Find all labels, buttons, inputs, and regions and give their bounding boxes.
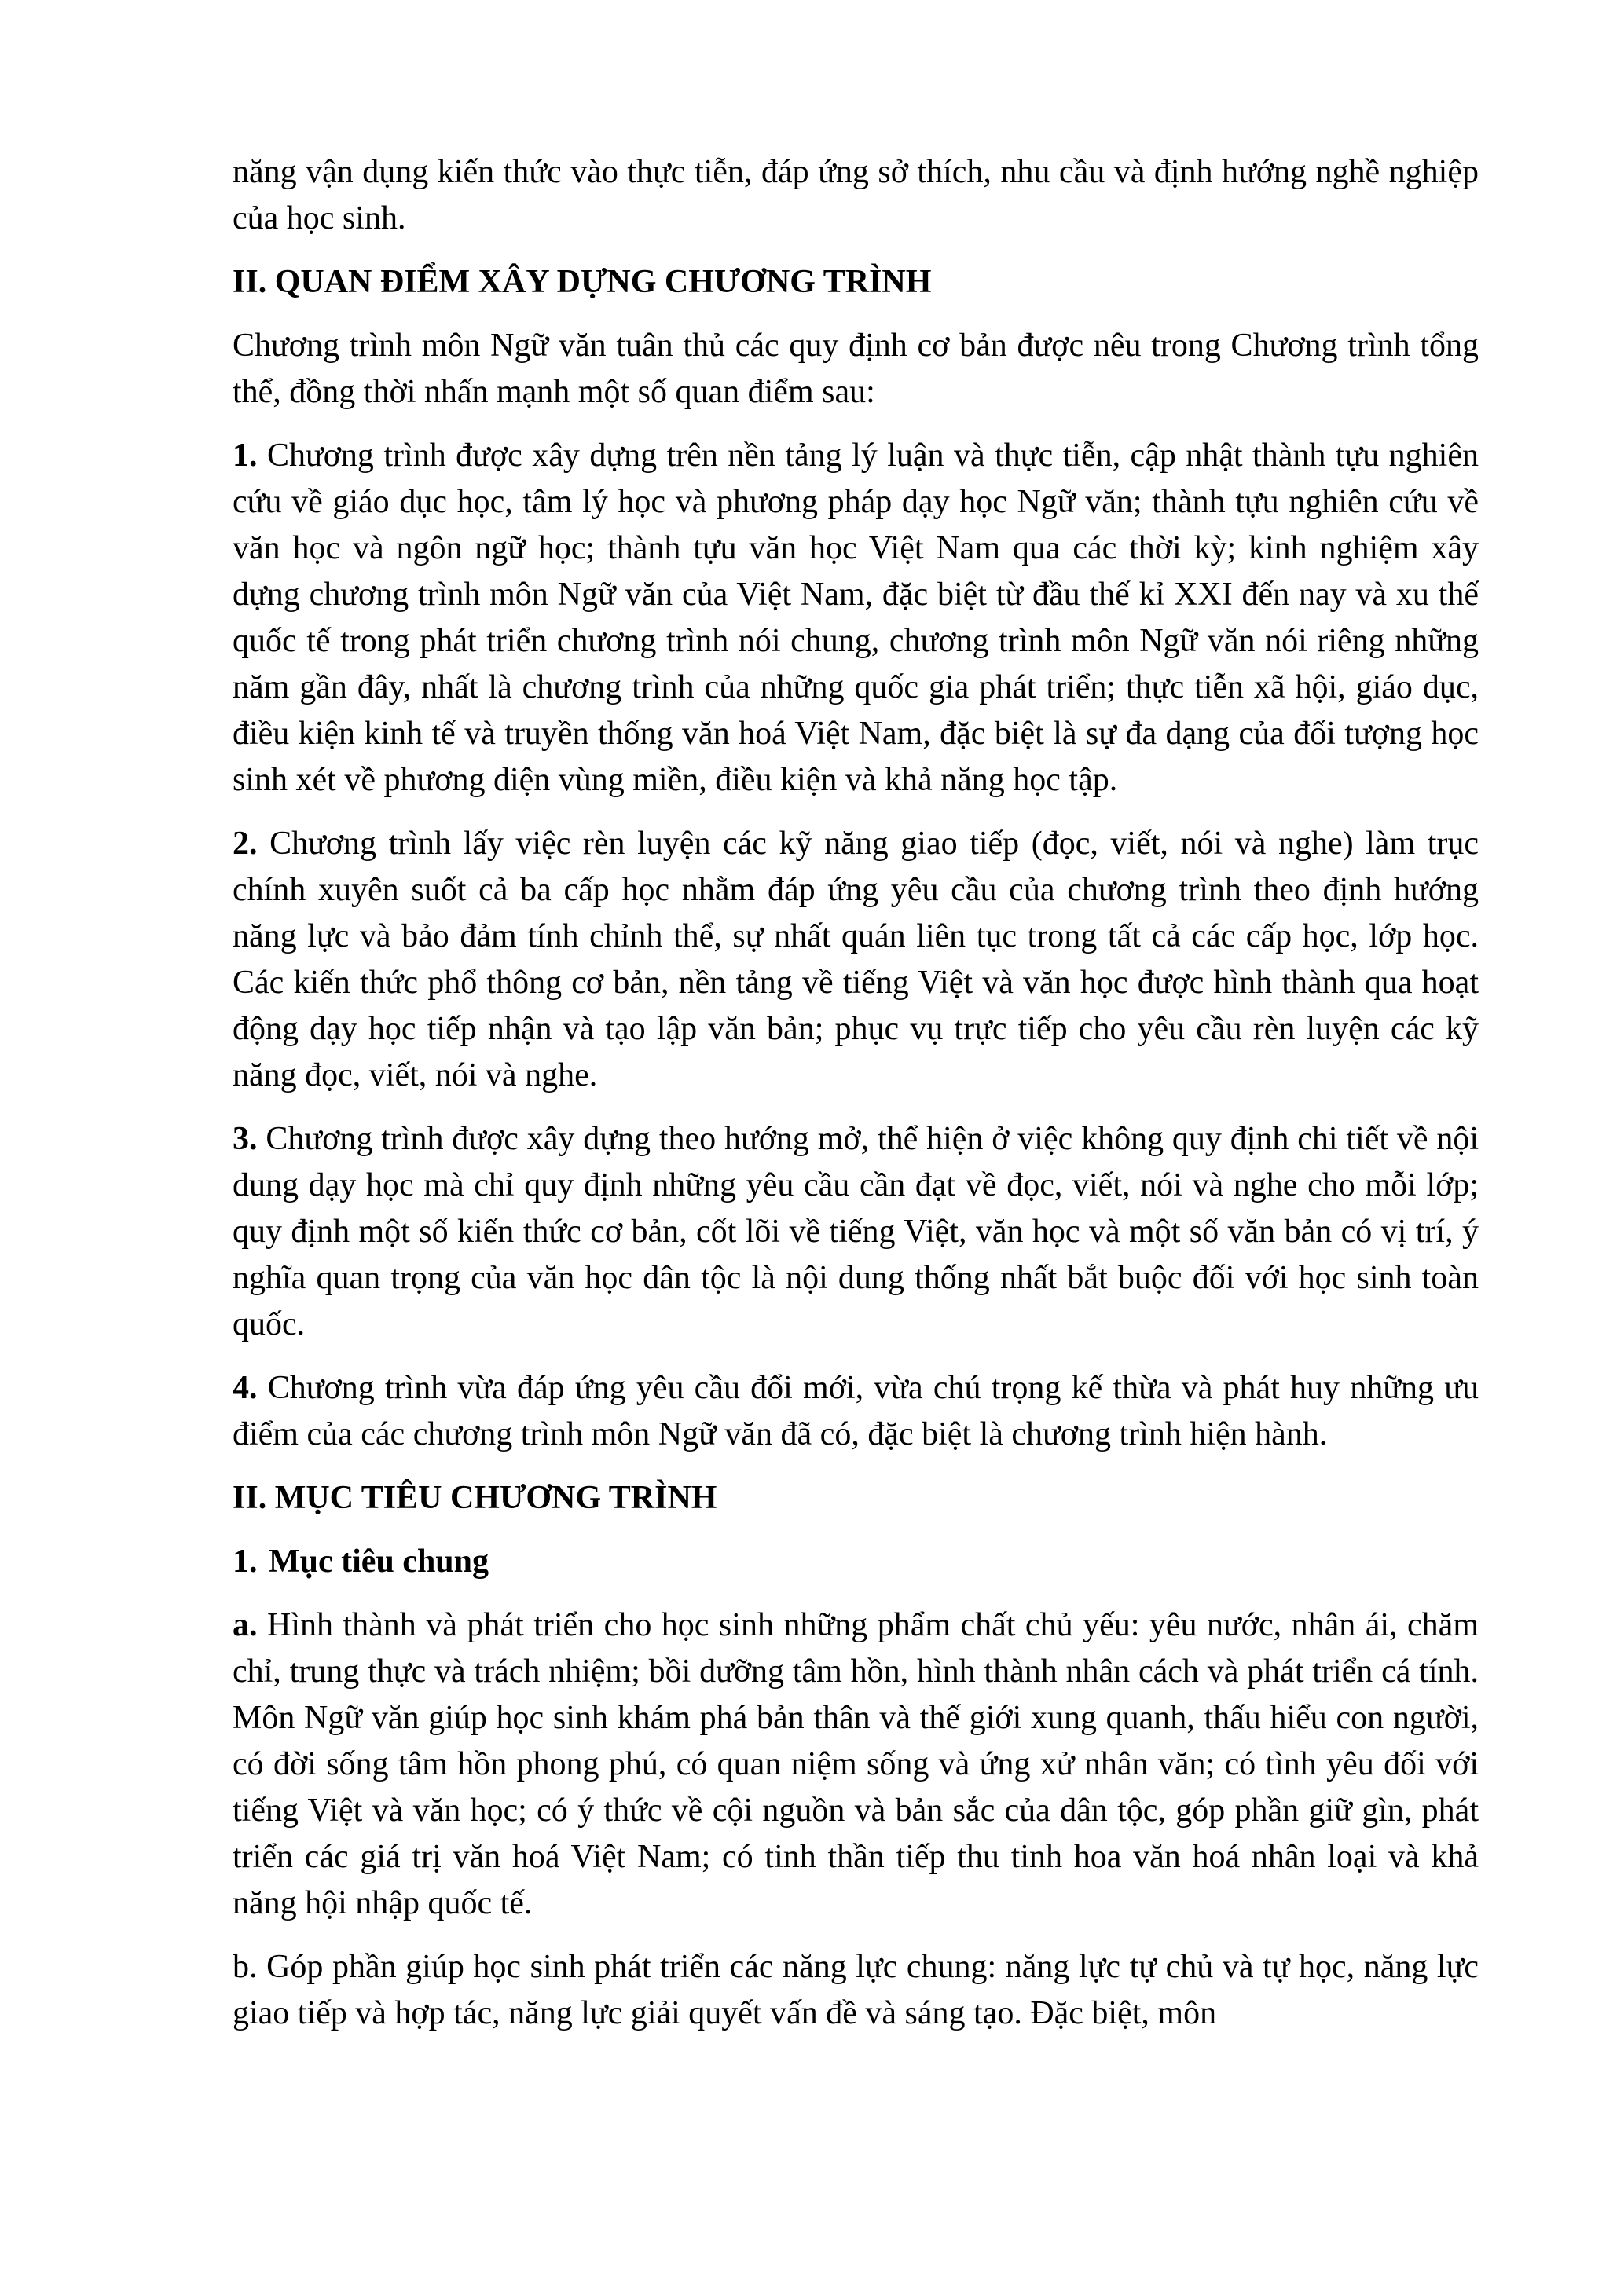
viewpoint-2-text: Chương trình lấy việc rèn luyện các kỹ năng giao tiếp (đọc, viết, nói và nghe) làm trục chính xuyên suốt cả ba cấp học nhằm đáp ứng yêu cầu của chương trình theo định hướng năng lực và bảo đảm tính chỉnh thể, sự nhất quán liên tục trong tất cả các cấp học, lớp học. Các kiến thức phổ thông cơ bản, nền tảng về tiếng Việt và văn học được hình thành qua hoạt động dạy học tiếp nhận và tạo lập văn bản; phục vụ trực tiếp cho yêu cầu rèn luyện các kỹ năng đọc, viết, nói và nghe. bbox=[233, 826, 1479, 1093]
section-intro-paragraph: Chương trình môn Ngữ văn tuân thủ các quy định cơ bản được nêu trong Chương trình tổng thể, đồng thời nhấn mạnh một số quan điểm sau: bbox=[233, 328, 1479, 410]
section-heading-viewpoints: II. QUAN ĐIỂM XÂY DỰNG CHƯƠNG TRÌNH bbox=[233, 264, 932, 300]
viewpoint-1-text: Chương trình được xây dựng trên nền tảng lý luận và thực tiễn, cập nhật thành tựu nghiên cứu về giáo dục học, tâm lý học và phương pháp dạy học Ngữ văn; thành tựu nghiên cứu về văn học và ngôn ngữ học; thành tựu văn học Việt Nam qua các thời kỳ; kinh nghiệm xây dựng chương trình môn Ngữ văn của Việt Nam, đặc biệt từ đầu thế kỉ XXI đến nay và xu thế quốc tế trong phát triển chương trình nói chung, chương trình môn Ngữ văn nói riêng những năm gần đây, nhất là chương trình của những quốc gia phát triển; thực tiễn xã hội, giáo dục, điều kiện kinh tế và truyền thống văn hoá Việt Nam, đặc biệt là sự đa dạng của đối tượng học sinh xét về phương diện vùng miền, điều kiện và khả năng học tập. bbox=[233, 438, 1479, 798]
viewpoint-4-text: Chương trình vừa đáp ứng yêu cầu đổi mới, vừa chú trọng kế thừa và phát huy những ưu điểm của các chương trình môn Ngữ văn đã có, đặc biệt là chương trình hiện hành. bbox=[233, 1370, 1479, 1452]
viewpoint-3-number: 3. bbox=[233, 1121, 258, 1157]
objective-b-paragraph bbox=[233, 1944, 1479, 2037]
viewpoint-2-paragraph bbox=[233, 821, 1479, 1099]
viewpoint-3-paragraph bbox=[233, 1116, 1479, 1348]
objective-a-text: Hình thành và phát triển cho học sinh những phẩm chất chủ yếu: yêu nước, nhân ái, chăm chỉ, trung thực và trách nhiệm; bồi dưỡng tâm hồn, hình thành nhân cách và phát triển cá tính. Môn Ngữ văn giúp học sinh khám phá bản thân và thế giới xung quanh, thấu hiểu con người, có đời sống tâm hồn phong phú, có quan niệm sống và ứng xử nhân văn; có tình yêu đối với tiếng Việt và văn học; có ý thức về cội nguồn và bản sắc của dân tộc, góp phần giữ gìn, phát triển các giá trị văn hoá Việt Nam; có tinh thần tiếp thu tinh hoa văn hoá nhân loại và khả năng hội nhập quốc tế. bbox=[233, 1607, 1479, 1921]
section-heading-objectives: II. MỤC TIÊU CHƯƠNG TRÌNH bbox=[233, 1480, 717, 1516]
subheading-general-objectives bbox=[233, 1539, 1479, 1585]
objective-a-label: a. bbox=[233, 1607, 258, 1643]
objective-b-text: Góp phần giúp học sinh phát triển các năng lực chung: năng lực tự chủ và tự học, năng lực giao tiếp và hợp tác, năng lực giải quyết vấn đề và sáng tạo. Đặc biệt, môn bbox=[233, 1949, 1479, 2031]
viewpoint-3-text: Chương trình được xây dựng theo hướng mở, thể hiện ở việc không quy định chi tiết về nội dung dạy học mà chỉ quy định những yêu cầu cần đạt về đọc, viết, nói và nghe cho mỗi lớp; quy định một số kiến thức cơ bản, cốt lõi về tiếng Việt, văn học và một số văn bản có vị trí, ý nghĩa quan trọng của văn học dân tộc là nội dung thống nhất bắt buộc đối với học sinh toàn quốc. bbox=[233, 1121, 1479, 1342]
document-page bbox=[233, 149, 1479, 2054]
viewpoint-2-number: 2. bbox=[233, 826, 258, 862]
objective-a-paragraph bbox=[233, 1602, 1479, 1927]
continuation-paragraph: năng vận dụng kiến thức vào thực tiễn, đáp ứng sở thích, nhu cầu và định hướng nghề nghiệp của học sinh. bbox=[233, 154, 1479, 236]
subheading-number: 1. bbox=[233, 1543, 258, 1580]
viewpoint-4-paragraph bbox=[233, 1365, 1479, 1458]
viewpoint-4-number: 4. bbox=[233, 1370, 258, 1406]
viewpoint-1-paragraph bbox=[233, 433, 1479, 804]
viewpoint-1-number: 1. bbox=[233, 438, 258, 474]
objective-b-label: b. bbox=[233, 1949, 258, 1985]
subheading-text: Mục tiêu chung bbox=[269, 1543, 489, 1580]
